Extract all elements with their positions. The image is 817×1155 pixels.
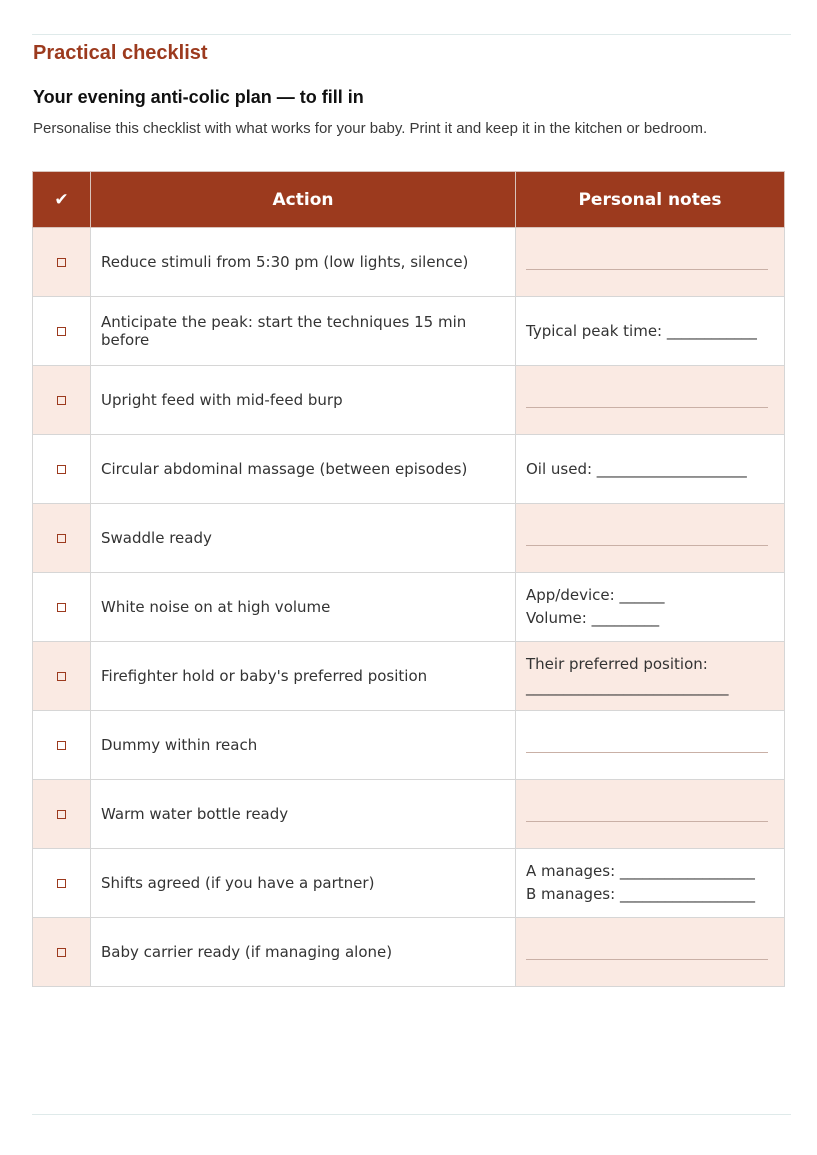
notes-line: ___________________________ [526, 678, 729, 696]
check-cell [33, 573, 91, 642]
action-cell: Dummy within reach [91, 711, 516, 780]
table-row [33, 228, 785, 297]
notes-cell [516, 918, 785, 987]
notes-cell [516, 780, 785, 849]
checklist-table [32, 171, 785, 987]
action-cell: Baby carrier ready (if managing alone) [91, 918, 516, 987]
check-cell [33, 780, 91, 849]
check-cell [33, 849, 91, 918]
header-action: Action [91, 172, 516, 228]
notes-line: App/device: ______ [526, 586, 665, 604]
check-cell [33, 228, 91, 297]
checkbox-icon[interactable] [57, 879, 66, 888]
table-row [33, 297, 785, 366]
action-cell: Upright feed with mid-feed burp [91, 366, 516, 435]
notes-blank-line[interactable] [526, 744, 768, 753]
check-cell [33, 366, 91, 435]
notes-cell [516, 849, 785, 918]
action-cell: Firefighter hold or baby's preferred position [91, 642, 516, 711]
notes-blank-line[interactable] [526, 951, 768, 960]
table-row [33, 504, 785, 573]
checkbox-icon[interactable] [57, 465, 66, 474]
notes-line: Their preferred position: [526, 655, 708, 673]
table-row [33, 711, 785, 780]
notes-line: Volume: _________ [526, 609, 660, 627]
table-row [33, 849, 785, 918]
header-personal-notes: Personal notes [516, 172, 785, 228]
table-row [33, 573, 785, 642]
table-row [33, 642, 785, 711]
action-cell: White noise on at high volume [91, 573, 516, 642]
section-label: Practical checklist [33, 42, 208, 64]
checkbox-icon[interactable] [57, 948, 66, 957]
table-row [33, 780, 785, 849]
notes-blank-line[interactable] [526, 813, 768, 822]
checkbox-icon[interactable] [57, 327, 66, 336]
check-cell [33, 435, 91, 504]
action-cell: Reduce stimuli from 5:30 pm (low lights, silence) [91, 228, 516, 297]
notes-line: B manages: __________________ [526, 885, 755, 903]
action-cell: Shifts agreed (if you have a partner) [91, 849, 516, 918]
check-cell [33, 711, 91, 780]
notes-blank-line[interactable] [526, 537, 768, 546]
checkbox-icon[interactable] [57, 534, 66, 543]
table-row [33, 435, 785, 504]
notes-cell [516, 435, 785, 504]
bottom-divider [32, 1114, 791, 1115]
notes-cell [516, 366, 785, 435]
notes-cell [516, 228, 785, 297]
notes-cell [516, 504, 785, 573]
notes-cell [516, 711, 785, 780]
table-row [33, 366, 785, 435]
header-row [33, 172, 785, 228]
check-cell [33, 297, 91, 366]
checkbox-icon[interactable] [57, 603, 66, 612]
checkbox-icon[interactable] [57, 258, 66, 267]
check-cell [33, 918, 91, 987]
notes-cell [516, 642, 785, 711]
checkbox-icon[interactable] [57, 810, 66, 819]
header-check-mark: ✔ [33, 172, 91, 228]
action-cell: Swaddle ready [91, 504, 516, 573]
notes-cell [516, 297, 785, 366]
action-cell: Circular abdominal massage (between episodes) [91, 435, 516, 504]
check-cell [33, 504, 91, 573]
notes-line: Oil used: ____________________ [526, 459, 747, 478]
notes-line: A manages: __________________ [526, 862, 755, 880]
page-subtitle: Your evening anti-colic plan — to fill in [33, 87, 364, 107]
action-cell: Warm water bottle ready [91, 780, 516, 849]
top-divider [32, 34, 791, 35]
check-cell [33, 642, 91, 711]
notes-line: Typical peak time: ____________ [526, 321, 757, 340]
checkbox-icon[interactable] [57, 741, 66, 750]
intro-text: Personalise this checklist with what works for your baby. Print it and keep it in the kitchen or bedroom. [33, 120, 708, 137]
checkbox-icon[interactable] [57, 672, 66, 681]
table-row [33, 918, 785, 987]
action-cell: Anticipate the peak: start the techniques 15 min before [91, 297, 516, 366]
notes-cell [516, 573, 785, 642]
notes-blank-line[interactable] [526, 399, 768, 408]
checkbox-icon[interactable] [57, 396, 66, 405]
notes-blank-line[interactable] [526, 261, 768, 270]
